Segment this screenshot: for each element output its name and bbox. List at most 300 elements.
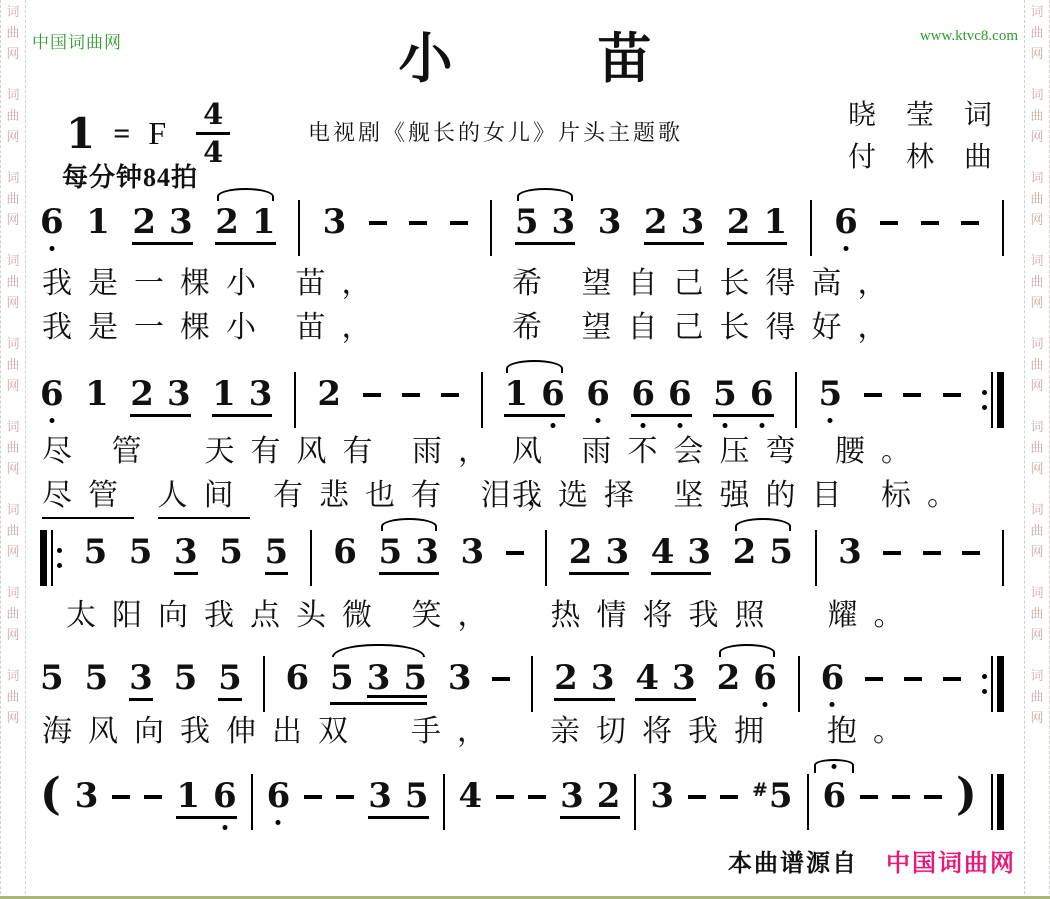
lyric-segment bbox=[42, 714, 919, 750]
jianpu-note bbox=[322, 202, 347, 242]
jianpu-note bbox=[40, 658, 64, 698]
duration-dash bbox=[923, 551, 941, 555]
notation-line bbox=[40, 639, 1004, 712]
jianpu-note bbox=[266, 776, 291, 816]
note-group bbox=[635, 658, 696, 701]
lyric-line bbox=[0, 714, 1050, 758]
lyric-line bbox=[0, 434, 1050, 478]
note-number: 3 bbox=[248, 374, 273, 414]
note-number: 3 bbox=[322, 202, 347, 242]
barline-thin bbox=[298, 200, 300, 256]
jianpu-note bbox=[219, 532, 243, 572]
watermark-char: 曲 bbox=[6, 191, 20, 206]
jianpu-note bbox=[129, 658, 153, 701]
note-number: 4 bbox=[458, 776, 483, 816]
barline-thin bbox=[294, 372, 296, 428]
note-number: 3 bbox=[687, 532, 712, 572]
watermark-char: 词 bbox=[1030, 502, 1044, 517]
note-number: 3 bbox=[560, 776, 584, 816]
notation-line bbox=[40, 513, 1004, 586]
jianpu-note bbox=[672, 658, 696, 698]
watermark-char: 网 bbox=[1030, 46, 1044, 61]
note-number: 6 bbox=[753, 658, 777, 698]
watermark-char: 网 bbox=[1030, 378, 1044, 393]
duration-dash bbox=[865, 677, 883, 681]
barline-thin bbox=[991, 372, 993, 428]
composer-credit: 付林曲 bbox=[847, 142, 1022, 173]
note-number: 5 bbox=[713, 374, 737, 414]
watermark-char: 网 bbox=[6, 710, 20, 725]
note-group bbox=[215, 202, 276, 245]
note-number: 1 bbox=[251, 202, 276, 242]
note-group bbox=[732, 532, 793, 572]
jianpu-note bbox=[285, 658, 310, 698]
note-number: 6 bbox=[541, 374, 565, 414]
watermark-char: 网 bbox=[6, 295, 20, 310]
jianpu-note bbox=[212, 374, 236, 414]
note-number: 6 bbox=[820, 658, 845, 698]
slur-arc-icon bbox=[517, 188, 573, 201]
jianpu-note bbox=[176, 776, 201, 816]
jianpu-note bbox=[213, 776, 237, 816]
watermark-char: 曲 bbox=[1030, 689, 1044, 704]
jianpu-note bbox=[166, 374, 191, 414]
note-number: 6 bbox=[40, 202, 64, 242]
watermark-char: 曲 bbox=[1030, 191, 1044, 206]
watermark-char: 网 bbox=[6, 461, 20, 476]
note-number: 3 bbox=[366, 658, 391, 698]
watermark-char: 曲 bbox=[1030, 523, 1044, 538]
watermark-char: 词 bbox=[6, 502, 20, 517]
watermark-char: 词 bbox=[6, 585, 20, 600]
jianpu-note bbox=[415, 532, 439, 572]
note-number: 3 bbox=[174, 532, 198, 572]
repeat-dots-icon bbox=[982, 372, 987, 428]
watermark-char: 词 bbox=[1030, 253, 1044, 268]
duration-dash bbox=[506, 551, 524, 555]
note-number: 2 bbox=[596, 776, 621, 816]
jianpu-note bbox=[597, 202, 622, 242]
jianpu-note bbox=[713, 374, 737, 414]
watermark-char: 网 bbox=[6, 46, 20, 61]
watermark-char: 词 bbox=[6, 336, 20, 351]
jianpu-note bbox=[333, 532, 357, 572]
watermark-char: 网 bbox=[1030, 295, 1044, 310]
jianpu-note bbox=[668, 374, 692, 414]
lyricist-credit: 晓莹词 bbox=[847, 100, 1022, 131]
note-group bbox=[366, 658, 428, 698]
jianpu-note bbox=[769, 532, 793, 572]
sharp-accidental: # bbox=[751, 779, 768, 801]
note-number: 6 bbox=[834, 202, 858, 242]
note-number: 3 bbox=[551, 202, 576, 242]
barline-thick bbox=[997, 774, 1004, 830]
note-number: 5 bbox=[218, 658, 242, 698]
jianpu-note bbox=[680, 202, 705, 242]
barline bbox=[490, 200, 492, 256]
lyric-segment bbox=[66, 598, 920, 634]
note-group bbox=[726, 202, 788, 245]
watermark-char: 词 bbox=[6, 170, 20, 185]
watermark-char: 词 bbox=[6, 4, 20, 19]
watermark-char: 曲 bbox=[6, 606, 20, 621]
note-number: 3 bbox=[129, 658, 153, 698]
jianpu-note bbox=[541, 374, 565, 414]
watermark-char: 曲 bbox=[6, 25, 20, 40]
duration-dash bbox=[921, 221, 939, 225]
watermark-char: 曲 bbox=[6, 274, 20, 289]
lyric-segment bbox=[512, 310, 904, 346]
note-number: 6 bbox=[213, 776, 237, 816]
barline-thin bbox=[481, 372, 483, 428]
lyric-text: 我是一棵小 苗， bbox=[42, 311, 388, 344]
jianpu-note bbox=[643, 202, 668, 242]
jianpu-note bbox=[40, 374, 64, 414]
repeat-dots-icon bbox=[982, 656, 987, 712]
barline-thin bbox=[634, 774, 636, 830]
duration-dash bbox=[864, 393, 882, 397]
slur-arc-icon bbox=[719, 644, 775, 657]
note-number: 5 bbox=[84, 658, 109, 698]
watermark-char: 词 bbox=[6, 668, 20, 683]
watermark-char: 曲 bbox=[1030, 606, 1044, 621]
lyric-text bbox=[134, 479, 158, 512]
slur-arc-icon bbox=[332, 644, 425, 657]
repeat-dot bbox=[57, 548, 62, 553]
jianpu-note bbox=[366, 658, 391, 698]
lyric-text: 我选择 坚强的目 标。 bbox=[512, 479, 973, 512]
barline-thin bbox=[490, 200, 492, 256]
repeat-dot bbox=[982, 390, 987, 395]
jianpu-note bbox=[605, 532, 630, 572]
slur-arc-icon bbox=[217, 188, 273, 201]
lyric-text: 有悲也有 泪， bbox=[249, 479, 573, 512]
note-number: 6 bbox=[285, 658, 310, 698]
footer-site-link[interactable]: 中国词曲网 bbox=[886, 851, 1016, 877]
duration-dash bbox=[904, 677, 922, 681]
jianpu-note bbox=[83, 532, 108, 572]
note-number: 1 bbox=[176, 776, 201, 816]
watermark-char: 词 bbox=[6, 419, 20, 434]
fermata-icon bbox=[814, 759, 854, 773]
note-number: 3 bbox=[415, 532, 439, 572]
note-group bbox=[560, 776, 621, 819]
barline bbox=[443, 774, 445, 830]
barline-thin bbox=[807, 774, 809, 830]
barline-thin bbox=[310, 530, 312, 586]
barline-thin bbox=[798, 656, 800, 712]
jianpu-note bbox=[169, 202, 193, 242]
footer-prefix: 本曲谱源自 bbox=[728, 851, 858, 877]
note-number: 2 bbox=[732, 532, 757, 572]
note-number: 5 bbox=[514, 202, 539, 242]
watermark-char: 网 bbox=[6, 627, 20, 642]
watermark-char: 曲 bbox=[1030, 274, 1044, 289]
jianpu-note bbox=[631, 374, 656, 414]
barline bbox=[545, 530, 547, 586]
barline bbox=[807, 774, 809, 830]
barline bbox=[634, 774, 636, 830]
jianpu-note bbox=[504, 374, 529, 414]
note-group bbox=[568, 532, 630, 575]
jianpu-note bbox=[560, 776, 584, 816]
repeat-dot bbox=[57, 563, 62, 568]
barline-thin bbox=[251, 774, 253, 830]
note-number: 5 bbox=[378, 532, 403, 572]
slur-arc-icon bbox=[381, 518, 437, 531]
jianpu-note bbox=[726, 202, 751, 242]
parenthesis: ( bbox=[40, 769, 61, 820]
jianpu-note bbox=[317, 374, 342, 414]
duration-dash bbox=[880, 221, 898, 225]
jianpu-note bbox=[404, 776, 429, 816]
jianpu-note bbox=[732, 532, 757, 572]
lyric-text: 希 望自己长得好， bbox=[512, 311, 904, 344]
jianpu-note bbox=[248, 374, 273, 414]
note-group bbox=[212, 374, 273, 417]
watermark-char: 词 bbox=[1030, 419, 1044, 434]
note-group bbox=[176, 776, 237, 819]
note-group bbox=[514, 202, 576, 245]
duration-dash bbox=[492, 677, 510, 681]
time-signature-denominator: 4 bbox=[203, 135, 224, 169]
barline bbox=[991, 774, 1004, 830]
note-group bbox=[504, 374, 565, 417]
lyric-text: 风 雨不会压弯 腰。 bbox=[512, 435, 927, 468]
repeat-dots-icon bbox=[57, 530, 62, 586]
jianpu-note bbox=[716, 658, 741, 698]
duration-dash bbox=[363, 393, 381, 397]
watermark-char: 词 bbox=[1030, 585, 1044, 600]
duration-dash bbox=[688, 795, 706, 799]
jianpu-note bbox=[74, 776, 99, 816]
note-number: 5 bbox=[264, 532, 289, 572]
watermark-char: 网 bbox=[1030, 627, 1044, 642]
slur-arc-icon bbox=[506, 360, 562, 373]
note-number: 5 bbox=[83, 532, 108, 572]
note-group bbox=[378, 532, 439, 575]
jianpu-note bbox=[822, 776, 847, 816]
lyric-segment bbox=[42, 434, 504, 470]
lyric-segment bbox=[42, 266, 388, 302]
watermark-char: 网 bbox=[6, 129, 20, 144]
barline bbox=[531, 656, 533, 712]
slur-arc-icon bbox=[735, 518, 791, 531]
watermark-char: 网 bbox=[6, 544, 20, 559]
note-group bbox=[130, 374, 191, 417]
watermark-char: 曲 bbox=[6, 523, 20, 538]
lyric-line bbox=[0, 310, 1050, 354]
jianpu-note bbox=[128, 532, 153, 572]
watermark-group bbox=[1030, 88, 1043, 143]
barline-thin bbox=[1002, 530, 1004, 586]
duration-dash bbox=[409, 221, 427, 225]
jianpu-note bbox=[838, 532, 862, 572]
site-name-link[interactable]: 中国词曲网 bbox=[32, 33, 122, 52]
jianpu-note bbox=[40, 202, 64, 242]
watermark-char: 网 bbox=[6, 212, 20, 227]
watermark-group bbox=[1030, 171, 1043, 226]
lyric-text: 希 望自己长得高， bbox=[512, 267, 904, 300]
key-equals: = bbox=[113, 116, 131, 150]
note-number: 3 bbox=[672, 658, 696, 698]
lyric-line bbox=[0, 266, 1050, 310]
watermark-char: 词 bbox=[1030, 668, 1044, 683]
duration-dash bbox=[304, 795, 322, 799]
jianpu-note bbox=[834, 202, 858, 242]
notation-line bbox=[40, 757, 1004, 830]
barline-thin bbox=[443, 774, 445, 830]
jianpu-note bbox=[554, 658, 578, 698]
note-number: 2 bbox=[726, 202, 751, 242]
lyric-segment bbox=[512, 434, 927, 470]
watermark-char: 词 bbox=[6, 253, 20, 268]
notation-line bbox=[40, 183, 1004, 256]
barline-thin bbox=[545, 530, 547, 586]
key-name: F bbox=[148, 115, 167, 151]
jianpu-note bbox=[650, 532, 675, 572]
watermark-char: 词 bbox=[1030, 87, 1044, 102]
note-number: 3 bbox=[166, 374, 191, 414]
note-number: 1 bbox=[212, 374, 236, 414]
jianpu-note bbox=[130, 374, 154, 414]
jianpu-note bbox=[687, 532, 712, 572]
duration-dash bbox=[144, 795, 162, 799]
barline bbox=[40, 530, 62, 586]
jianpu-note bbox=[820, 658, 845, 698]
watermark-char: 词 bbox=[1030, 170, 1044, 185]
jianpu-note bbox=[596, 776, 621, 816]
barline-thin bbox=[263, 656, 265, 712]
lyric-segment bbox=[512, 266, 904, 302]
watermark-group bbox=[6, 171, 19, 226]
watermark-char: 曲 bbox=[6, 440, 20, 455]
time-signature-numerator: 4 bbox=[196, 100, 230, 135]
watermark-char: 网 bbox=[1030, 461, 1044, 476]
watermark-char: 曲 bbox=[1030, 357, 1044, 372]
duration-dash bbox=[496, 795, 514, 799]
note-number: 2 bbox=[215, 202, 239, 242]
barline bbox=[815, 530, 817, 586]
duration-dash bbox=[450, 221, 468, 225]
duration-dash bbox=[943, 393, 961, 397]
watermark-char: 网 bbox=[1030, 710, 1044, 725]
barline-thin bbox=[531, 656, 533, 712]
lyric-segment bbox=[42, 478, 573, 514]
duration-dash bbox=[962, 551, 980, 555]
watermark-char: 曲 bbox=[1030, 440, 1044, 455]
barline-thin bbox=[991, 774, 993, 830]
note-number: 6 bbox=[631, 374, 656, 414]
barline-thick bbox=[997, 656, 1004, 712]
barline bbox=[310, 530, 312, 586]
duration-dash bbox=[369, 221, 387, 225]
note-number: 3 bbox=[368, 776, 392, 816]
note-number: 3 bbox=[590, 658, 615, 698]
notation-line bbox=[40, 355, 1004, 428]
note-number: 2 bbox=[132, 202, 157, 242]
note-number: 6 bbox=[822, 776, 847, 816]
lyric-text: 尽 管 天有风有 雨， bbox=[42, 435, 504, 468]
barline bbox=[298, 200, 300, 256]
barline bbox=[982, 372, 1004, 428]
note-number: 5 bbox=[404, 776, 429, 816]
barline-thin bbox=[810, 200, 812, 256]
duration-dash bbox=[892, 795, 910, 799]
barline-thick bbox=[997, 372, 1004, 428]
jianpu-note bbox=[403, 658, 428, 698]
note-number: 2 bbox=[643, 202, 668, 242]
note-group bbox=[132, 202, 193, 245]
barline bbox=[294, 372, 296, 428]
barline bbox=[1002, 530, 1004, 586]
note-group bbox=[330, 658, 428, 705]
jianpu-note bbox=[514, 202, 539, 242]
jianpu-note bbox=[749, 374, 774, 414]
note-group bbox=[631, 374, 692, 417]
jianpu-note bbox=[751, 776, 793, 816]
barline-thin bbox=[51, 530, 53, 586]
barline bbox=[982, 656, 1004, 712]
barline-thick bbox=[40, 530, 47, 586]
jianpu-note bbox=[568, 532, 593, 572]
parenthesis: ) bbox=[956, 769, 977, 820]
barline bbox=[1002, 200, 1004, 256]
watermark-char: 曲 bbox=[6, 108, 20, 123]
note-number: 3 bbox=[460, 532, 485, 572]
note-number: 1 bbox=[85, 374, 109, 414]
jianpu-note bbox=[586, 374, 610, 414]
note-number: 2 bbox=[716, 658, 741, 698]
watermark-char: 网 bbox=[1030, 212, 1044, 227]
barline-thin bbox=[815, 530, 817, 586]
jianpu-note bbox=[330, 658, 354, 698]
barline bbox=[798, 656, 800, 712]
note-number: 4 bbox=[635, 658, 660, 698]
jianpu-note bbox=[174, 532, 198, 575]
barline bbox=[263, 656, 265, 712]
jianpu-note bbox=[447, 658, 472, 698]
duration-dash bbox=[336, 795, 354, 799]
note-number: 3 bbox=[605, 532, 630, 572]
note-number: 6 bbox=[40, 374, 64, 414]
note-group bbox=[554, 658, 615, 701]
jianpu-note bbox=[85, 374, 109, 414]
key-tonic: 1 bbox=[66, 108, 96, 158]
watermark-char: 网 bbox=[6, 378, 20, 393]
lyric-text: 海风向我伸出双 手， 亲切将我拥 抱。 bbox=[42, 715, 919, 748]
watermark-char: 曲 bbox=[6, 357, 20, 372]
site-url-link[interactable]: www.ktvc8.com bbox=[919, 28, 1018, 44]
song-title: 小苗 bbox=[398, 29, 797, 89]
note-number: 5 bbox=[173, 658, 198, 698]
note-number: 2 bbox=[554, 658, 578, 698]
note-number: 1 bbox=[86, 202, 110, 242]
note-number: 3 bbox=[650, 776, 675, 816]
note-number: 5 bbox=[128, 532, 153, 572]
barline-thin bbox=[991, 656, 993, 712]
repeat-dot bbox=[982, 405, 987, 410]
jianpu-note bbox=[264, 532, 289, 575]
duration-dash bbox=[720, 795, 738, 799]
watermark-char: 曲 bbox=[1030, 108, 1044, 123]
duration-dash bbox=[903, 393, 921, 397]
duration-dash bbox=[943, 677, 961, 681]
watermark-char: 词 bbox=[1030, 336, 1044, 351]
jianpu-note bbox=[86, 202, 110, 242]
note-number: 3 bbox=[597, 202, 622, 242]
watermark-char: 词 bbox=[6, 87, 20, 102]
